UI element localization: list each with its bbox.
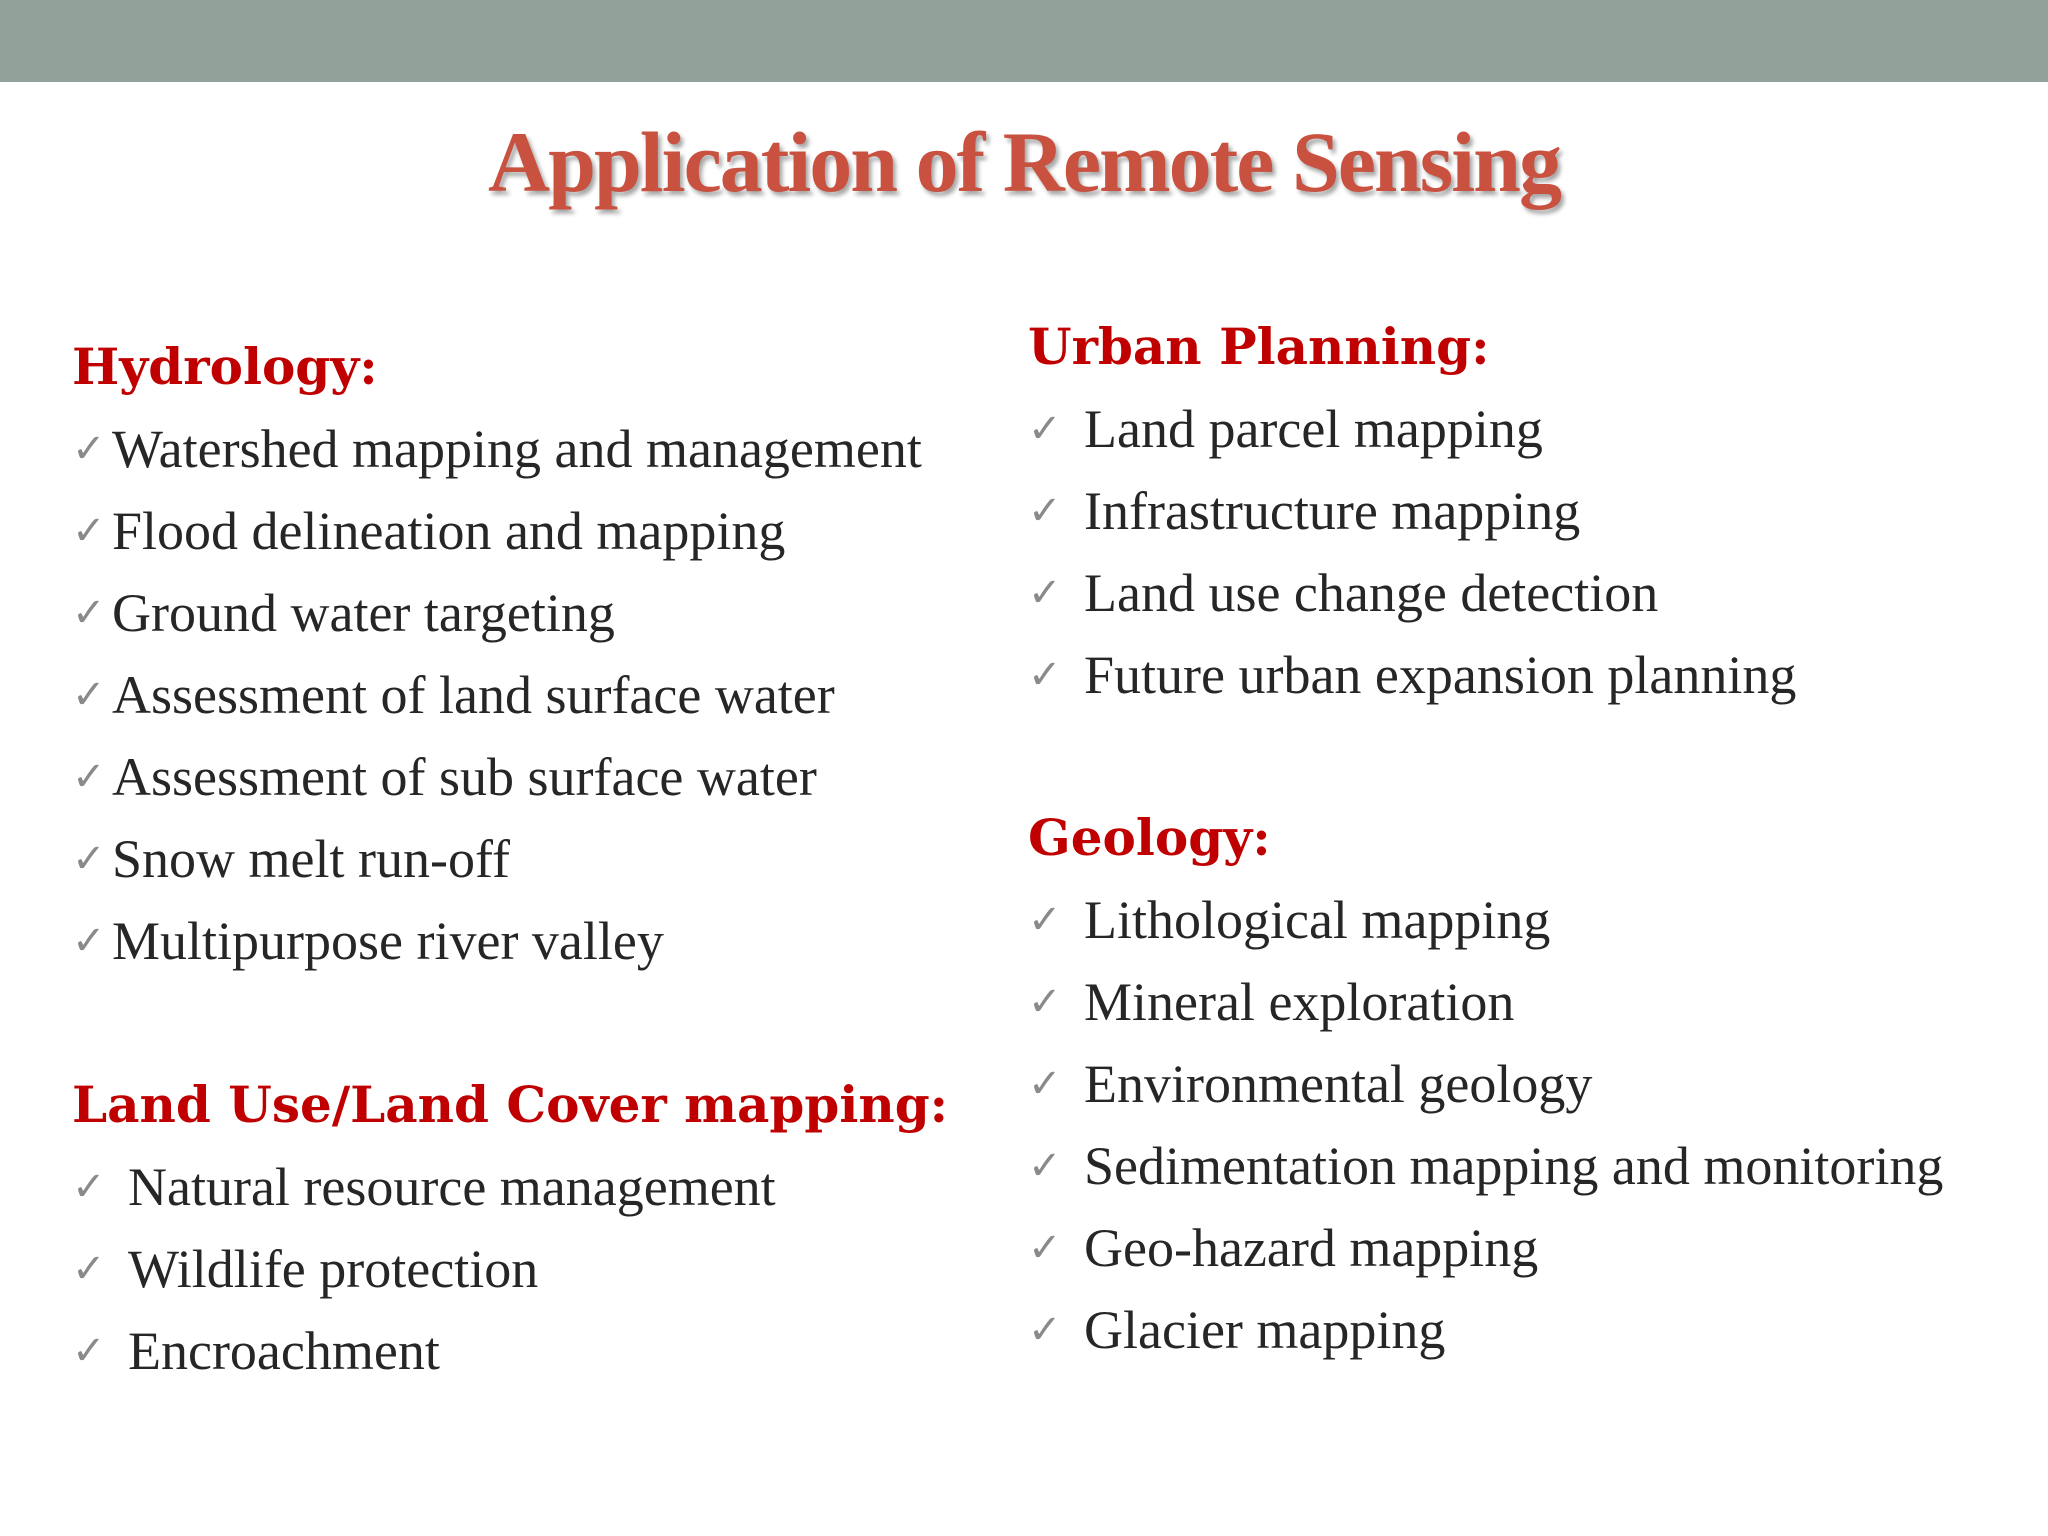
list-item-label: Land use change detection xyxy=(1084,563,1659,623)
geology-heading: Geology: xyxy=(1028,808,1271,867)
checkmark-icon: ✓ xyxy=(72,918,106,964)
list-item xyxy=(1028,388,1796,470)
checkmark-icon: ✓ xyxy=(1028,1061,1062,1107)
list-item-label: Ground water targeting xyxy=(112,583,615,643)
list-item xyxy=(1028,1289,1943,1371)
checkmark-icon: ✓ xyxy=(1028,1225,1062,1271)
checkmark-icon: ✓ xyxy=(72,426,106,472)
checkmark-icon: ✓ xyxy=(1028,652,1062,698)
list-item-label: Assessment of land surface water xyxy=(112,665,835,725)
list-item-label: Multipurpose river valley xyxy=(112,911,664,971)
list-item xyxy=(72,900,922,982)
list-item-label: Lithological mapping xyxy=(1084,890,1551,950)
list-item xyxy=(1028,961,1943,1043)
list-item-label: Land parcel mapping xyxy=(1084,399,1543,459)
urban-planning-heading: Urban Planning: xyxy=(1028,317,1490,376)
checkmark-icon: ✓ xyxy=(1028,1307,1062,1353)
list-item xyxy=(72,1146,948,1228)
list-item-label: Mineral exploration xyxy=(1084,972,1515,1032)
list-item xyxy=(1028,470,1796,552)
checkmark-icon: ✓ xyxy=(1028,488,1062,534)
list-item xyxy=(72,654,922,736)
checkmark-icon: ✓ xyxy=(1028,979,1062,1025)
list-item-label: Infrastructure mapping xyxy=(1084,481,1581,541)
checkmark-icon: ✓ xyxy=(1028,897,1062,943)
list-item-label: Geo-hazard mapping xyxy=(1084,1218,1539,1278)
list-item xyxy=(1028,552,1796,634)
list-item-label: Encroachment xyxy=(128,1321,440,1381)
checkmark-icon: ✓ xyxy=(72,508,106,554)
list-item-label: Assessment of sub surface water xyxy=(112,747,817,807)
geology-section xyxy=(1028,797,1943,1371)
list-item xyxy=(72,1228,948,1310)
list-item xyxy=(72,818,922,900)
list-item-label: Snow melt run-off xyxy=(112,829,510,889)
checkmark-icon: ✓ xyxy=(1028,570,1062,616)
hydrology-section xyxy=(72,326,922,982)
checkmark-icon: ✓ xyxy=(72,1328,106,1374)
top-band xyxy=(0,0,2048,82)
checkmark-icon: ✓ xyxy=(1028,1143,1062,1189)
land-use-section xyxy=(72,1064,948,1392)
list-item xyxy=(72,408,922,490)
slide-title: Application of Remote Sensing xyxy=(488,114,1560,210)
checkmark-icon: ✓ xyxy=(72,672,106,718)
checkmark-icon: ✓ xyxy=(72,1246,106,1292)
hydrology-heading: Hydrology: xyxy=(72,337,378,396)
urban-planning-section xyxy=(1028,306,1796,716)
list-item xyxy=(72,490,922,572)
list-item-label: Flood delineation and mapping xyxy=(112,501,786,561)
checkmark-icon: ✓ xyxy=(72,754,106,800)
list-item xyxy=(1028,1125,1943,1207)
list-item xyxy=(72,736,922,818)
list-item xyxy=(72,1310,948,1392)
list-item-label: Wildlife protection xyxy=(128,1239,539,1299)
list-item-label: Environmental geology xyxy=(1084,1054,1593,1114)
list-item-label: Glacier mapping xyxy=(1084,1300,1446,1360)
list-item xyxy=(1028,634,1796,716)
list-item-label: Sedimentation mapping and monitoring xyxy=(1084,1136,1944,1196)
list-item-label: Natural resource management xyxy=(128,1157,776,1217)
list-item xyxy=(1028,1207,1943,1289)
list-item-label: Watershed mapping and management xyxy=(112,419,922,479)
checkmark-icon: ✓ xyxy=(1028,406,1062,452)
list-item-label: Future urban expansion planning xyxy=(1084,645,1797,705)
checkmark-icon: ✓ xyxy=(72,1164,106,1210)
list-item xyxy=(1028,879,1943,961)
list-item xyxy=(72,572,922,654)
checkmark-icon: ✓ xyxy=(72,590,106,636)
checkmark-icon: ✓ xyxy=(72,836,106,882)
list-item xyxy=(1028,1043,1943,1125)
land-use-heading: Land Use/Land Cover mapping: xyxy=(72,1075,949,1134)
